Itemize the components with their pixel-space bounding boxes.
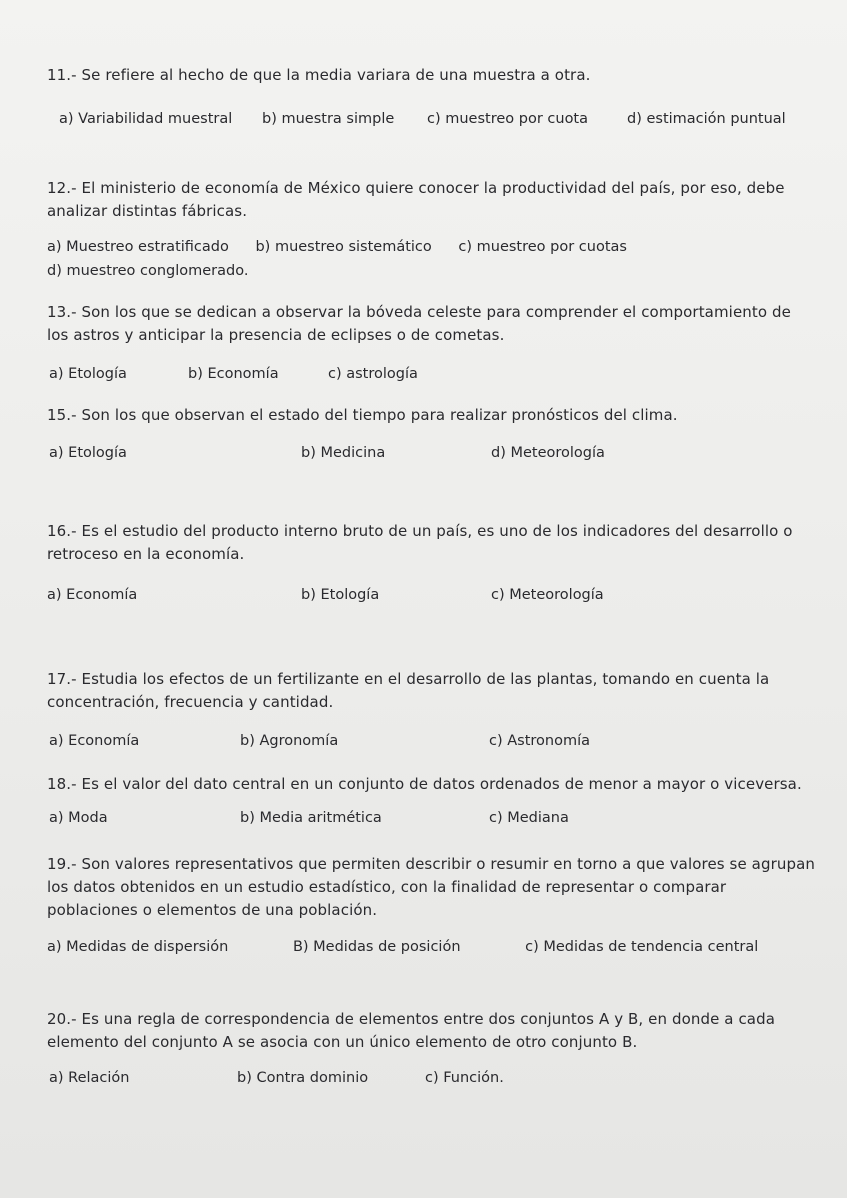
question-20-text: 20.- Es una regla de correspondencia de elementos entre dos conjuntos A y B, en donde a cada elemento del conjunto A se asocia con un único elemento de otro conjunto B. xyxy=(47,1010,776,1051)
question-19-text: 19.- Son valores representativos que permiten describir o resumir en torno a que valores se agrupan los datos obtenidos en un estudio estadístico, con la finalidad de representar o comparar poblaciones o elementos de una población. xyxy=(47,855,815,919)
question-18-text: 18.- Es el valor del dato central en un conjunto de datos ordenados de menor a mayor o viceversa. xyxy=(47,775,802,793)
question-18-option-c: c) Mediana xyxy=(489,810,569,826)
question-12-option-d: d) muestreo conglomerado. xyxy=(47,263,249,279)
question-17-text: 17.- Estudia los efectos de un fertilizante en el desarrollo de las plantas, tomando en cuenta la concentración, frecuencia y cantidad. xyxy=(47,670,770,711)
question-15-option-d: d) Meteorología xyxy=(491,445,605,461)
question-19-option-a: a) Medidas de dispersión xyxy=(47,939,229,955)
question-16-option-b: b) Etología xyxy=(301,587,380,603)
question-17-option-a: a) Economía xyxy=(49,733,140,749)
question-11-option-d: d) estimación puntual xyxy=(627,111,786,127)
question-17-options xyxy=(47,731,817,753)
question-11-option-b: b) muestra simple xyxy=(262,111,395,127)
question-15-option-b: b) Medicina xyxy=(301,445,386,461)
question-13-text: 13.- Son los que se dedican a observar la bóveda celeste para comprender el comportamiento de los astros y anticipar la presencia de eclipses o de cometas. xyxy=(47,303,791,344)
question-16-options xyxy=(47,585,817,607)
question-19-options xyxy=(47,935,817,959)
question-13-option-c: c) astrología xyxy=(328,366,418,382)
question-13-option-b: b) Economía xyxy=(188,366,279,382)
question-16-text: 16.- Es el estudio del producto interno bruto de un país, es uno de los indicadores del desarrollo o retroceso en la economía. xyxy=(47,522,793,563)
question-18-options xyxy=(47,808,817,830)
question-12-text: 12.- El ministerio de economía de México quiere conocer la productividad del país, por eso, debe analizar distintas fábricas. xyxy=(47,179,785,220)
question-11-options xyxy=(47,109,817,131)
question-15-options xyxy=(47,443,817,465)
question-11-text: 11.- Se refiere al hecho de que la media variara de una muestra a otra. xyxy=(47,66,591,84)
question-15-text: 15.- Son los que observan el estado del tiempo para realizar pronósticos del clima. xyxy=(47,406,678,424)
question-12-option-b: b) muestreo sistemático xyxy=(255,239,432,255)
question-11-option-c: c) muestreo por cuota xyxy=(427,111,589,127)
question-13-option-a: a) Etología xyxy=(49,366,127,382)
question-12-option-c: c) muestreo por cuotas xyxy=(458,239,627,255)
question-15-option-a: a) Etología xyxy=(49,445,127,461)
question-16-option-c: c) Meteorología xyxy=(491,587,604,603)
question-20-options xyxy=(47,1068,817,1090)
question-13-options xyxy=(47,364,817,386)
question-18-option-a: a) Moda xyxy=(49,810,108,826)
question-20-option-b: b) Contra dominio xyxy=(237,1070,369,1086)
question-17-option-b: b) Agronomía xyxy=(240,733,339,749)
question-11-option-a: a) Variabilidad muestral xyxy=(59,111,233,127)
question-12-options xyxy=(47,235,817,283)
question-20-option-a: a) Relación xyxy=(49,1070,130,1086)
question-18-option-b: b) Media aritmética xyxy=(240,810,382,826)
question-19-option-c: c) Medidas de tendencia central xyxy=(525,939,759,955)
question-20-option-c: c) Función. xyxy=(425,1070,504,1086)
question-12-option-a: a) Muestreo estratificado xyxy=(47,239,229,255)
question-16-option-a: a) Economía xyxy=(47,587,138,603)
question-17-option-c: c) Astronomía xyxy=(489,733,591,749)
question-19-option-b: B) Medidas de posición xyxy=(292,939,461,955)
